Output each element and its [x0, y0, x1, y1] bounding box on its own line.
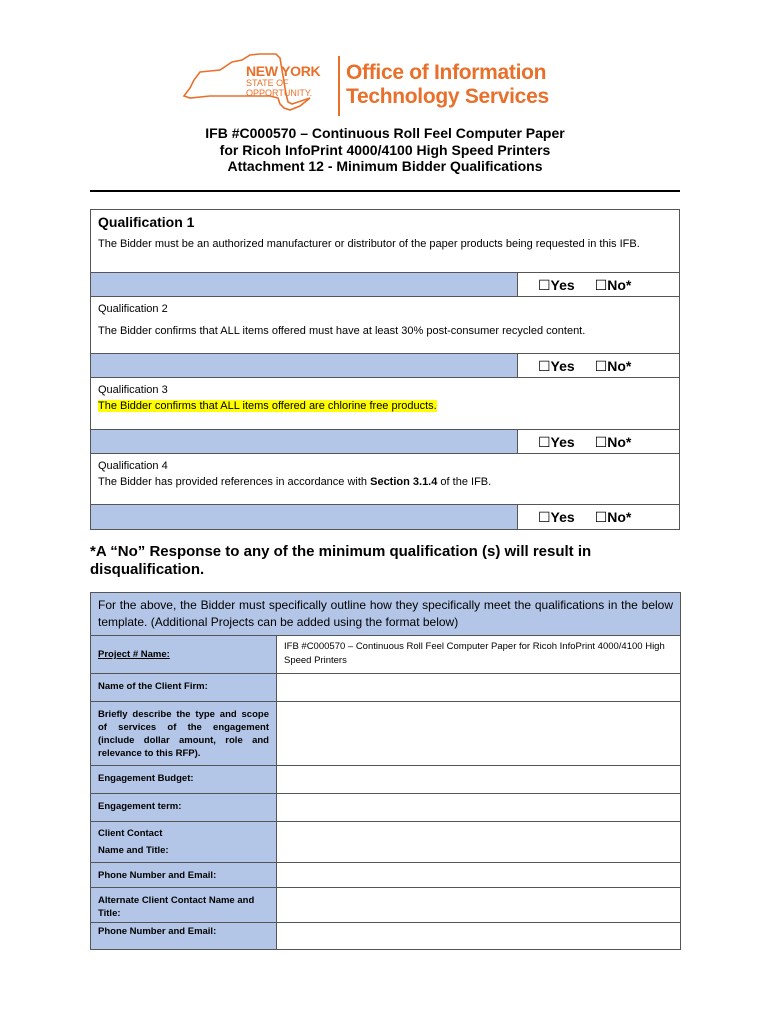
qualification-1-heading: Qualification 1	[98, 214, 195, 230]
disqualification-note: *A “No” Response to any of the minimum qualification (s) will result in disqualification.	[90, 543, 592, 578]
client-contact-value[interactable]	[277, 822, 680, 862]
client-contact-label	[91, 822, 277, 862]
title-line-2: for Ricoh InfoPrint 4000/4100 High Speed Printers	[219, 141, 551, 158]
qualification-4-text	[98, 474, 672, 490]
qualification-4-text-start: The Bidder has provided references in accordance with	[98, 476, 371, 488]
qualification-4-answer-row	[91, 505, 679, 529]
qualification-4-text-end: of the IFB.	[437, 476, 492, 488]
alternate-phone-email-row	[91, 923, 680, 949]
logo-tagline-line-1: STATE OF	[246, 78, 289, 88]
project-label	[91, 636, 277, 673]
qualification-2-heading: Qualification 2	[98, 303, 168, 315]
answer-fill	[91, 430, 518, 453]
engagement-budget-label: Engagement Budget:	[91, 766, 277, 793]
qualification-1-yes-checkbox[interactable]: ☐Yes	[538, 276, 575, 293]
logo-state-name: NEW YORK	[246, 63, 321, 79]
client-contact-label-line-2: Name and Title:	[98, 845, 169, 856]
logo-office-line-1: Office of Information	[346, 61, 547, 84]
qualification-4-yes-checkbox[interactable]: ☐Yes	[538, 509, 575, 525]
logo-tagline	[246, 78, 312, 98]
qualification-2-yes-checkbox[interactable]: ☐Yes	[538, 357, 575, 374]
client-firm-label: Name of the Client Firm:	[91, 674, 277, 701]
qualification-2-no-checkbox[interactable]: ☐No*	[594, 357, 632, 374]
alternate-phone-email-value[interactable]	[277, 923, 680, 949]
alternate-phone-email-label: Phone Number and Email:	[91, 923, 277, 949]
qualification-3-row	[91, 378, 679, 430]
engagement-term-row	[91, 794, 680, 822]
qualification-3-yes-checkbox[interactable]: ☐Yes	[538, 433, 575, 450]
project-table-intro: For the above, the Bidder must specifically outline how they specifically meet the qualifications in the below template. (Additional Projects can be added using the format below)	[91, 593, 680, 636]
qualifications-table	[90, 209, 680, 530]
qualification-4-row	[91, 454, 679, 505]
client-contact-row	[91, 822, 680, 863]
engagement-budget-row	[91, 766, 680, 794]
phone-email-label: Phone Number and Email:	[91, 863, 277, 887]
title-rule	[90, 190, 680, 192]
project-label-text: Project # Name:	[98, 649, 170, 660]
logo-office-name	[346, 61, 549, 109]
client-contact-label-line-1: Client Contact	[98, 828, 163, 839]
qualification-1-text: The Bidder must be an authorized manufacturer or distributor of the paper products being requested in this IFB.	[98, 238, 640, 250]
qualification-1-answer-row	[91, 273, 679, 297]
document-title	[90, 125, 680, 175]
qualification-3-heading: Qualification 3	[98, 384, 168, 396]
phone-email-value[interactable]	[277, 863, 680, 887]
alternate-contact-row	[91, 888, 680, 923]
services-description-value[interactable]	[277, 702, 680, 765]
title-line-3: Attachment 12 - Minimum Bidder Qualifications	[227, 158, 543, 174]
phone-email-row	[91, 863, 680, 888]
logo-divider	[338, 56, 340, 116]
qualification-2-answer-row	[91, 354, 679, 378]
qualification-3-no-checkbox[interactable]: ☐No*	[594, 433, 632, 450]
answer-fill	[91, 273, 518, 296]
project-value[interactable]: IFB #C000570 – Continuous Roll Feel Computer Paper for Ricoh InfoPrint 4000/4100 High Speed Printers	[284, 641, 665, 666]
qualification-3-answer-row	[91, 430, 679, 454]
services-description-row	[91, 702, 680, 766]
qualification-3-text: The Bidder confirms that ALL items offered are chlorine free products.	[98, 400, 437, 412]
title-line-1: IFB #C000570 – Continuous Roll Feel Computer Paper	[205, 125, 565, 141]
answer-fill	[91, 505, 518, 529]
qualification-2-text: The Bidder confirms that ALL items offered must have at least 30% post-consumer recycled content.	[98, 325, 586, 337]
engagement-term-label: Engagement term:	[91, 794, 277, 821]
alternate-contact-label: Alternate Client Contact Name and Title:	[91, 888, 277, 922]
project-reference-table	[90, 592, 681, 950]
logo-tagline-line-2: OPPORTUNITY.	[246, 88, 313, 98]
answer-fill	[91, 354, 518, 377]
project-row	[91, 636, 680, 674]
qualification-4-heading: Qualification 4	[98, 460, 168, 472]
client-firm-value[interactable]	[277, 674, 680, 701]
logo-office-line-2: Technology Services	[346, 85, 549, 108]
qualification-1-no-checkbox[interactable]: ☐No*	[594, 276, 632, 293]
qualification-2-row	[91, 297, 679, 354]
engagement-budget-value[interactable]	[277, 766, 680, 793]
section-reference: Section 3.1.4	[370, 476, 438, 488]
client-firm-row	[91, 674, 680, 702]
qualification-4-no-checkbox[interactable]: ☐No*	[594, 509, 632, 525]
engagement-term-value[interactable]	[277, 794, 680, 821]
alternate-contact-value[interactable]	[277, 888, 680, 922]
qualification-1-row	[91, 210, 679, 273]
services-description-label: Briefly describe the type and scope of services of the engagement (include dollar amount, role and relevance to this RFP).	[91, 702, 277, 765]
